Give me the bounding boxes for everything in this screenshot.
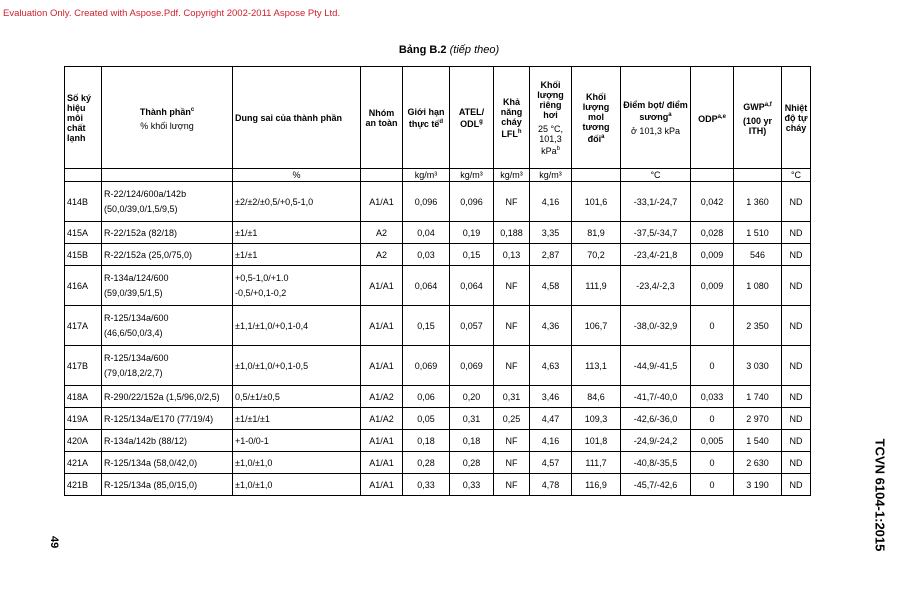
header-practical-limit: Giới hạn thực tế$^d$ <box>403 67 450 169</box>
cell-code: 418A <box>65 386 102 408</box>
table-row <box>65 244 811 266</box>
refrigerant-table <box>64 66 811 496</box>
table-row <box>65 474 811 496</box>
cell-tolerance <box>233 306 361 346</box>
cell-composition <box>102 452 233 474</box>
cell-atel: 0,28 <box>450 452 494 474</box>
unit-cell: °C <box>782 169 811 182</box>
cell-atel: 0,069 <box>450 346 494 386</box>
cell-line: R-125/134a (58,0/42,0) <box>104 457 198 468</box>
cell-bubble-dew: -41,7/-40,0 <box>621 386 691 408</box>
cell-practical-limit: 0,06 <box>403 386 450 408</box>
cell-gwp: 546 <box>734 244 782 266</box>
cell-code: 415B <box>65 244 102 266</box>
cell-code: 419A <box>65 408 102 430</box>
cell-bubble-dew: -42,6/-36,0 <box>621 408 691 430</box>
cell-composition <box>102 182 233 222</box>
cell-composition <box>102 474 233 496</box>
cell-safety-group: A2 <box>361 222 403 244</box>
cell-safety-group: A1/A1 <box>361 182 403 222</box>
cell-line: R-125/134a (85,0/15,0) <box>104 479 198 490</box>
header-molar-mass: Khối lượng mol tương đối$^a$ <box>572 67 621 169</box>
header-atel: ATEL/ ODL$^g$ <box>450 67 494 169</box>
cell-autoignition: ND <box>782 346 811 386</box>
cell-composition <box>102 306 233 346</box>
header-bubble-dew: Điểm bọt/ điểm sương$^a$ ở 101,3 kPa <box>621 67 691 169</box>
cell-vapor-density: 4,36 <box>530 306 572 346</box>
cell-composition <box>102 408 233 430</box>
cell-tolerance <box>233 452 361 474</box>
cell-molar-mass: 101,8 <box>572 430 621 452</box>
cell-atel: 0,096 <box>450 182 494 222</box>
cell-lfl: 0,188 <box>494 222 530 244</box>
cell-practical-limit: 0,03 <box>403 244 450 266</box>
cell-line: ±1,1/±1,0/+0,1-0,4 <box>235 320 309 331</box>
page-number: 49 <box>48 536 60 549</box>
unit-cell <box>361 169 403 182</box>
cell-bubble-dew: -24,9/-24,2 <box>621 430 691 452</box>
cell-bubble-dew: -23,4/-2,3 <box>621 266 691 306</box>
cell-bubble-dew: -44,9/-41,5 <box>621 346 691 386</box>
cell-atel: 0,064 <box>450 266 494 306</box>
unit-cell <box>102 169 233 182</box>
cell-autoignition: ND <box>782 222 811 244</box>
cell-code: 421A <box>65 452 102 474</box>
cell-odp: 0 <box>691 452 734 474</box>
cell-code: 416A <box>65 266 102 306</box>
cell-autoignition: ND <box>782 386 811 408</box>
cell-line: R-22/152a (82/18) <box>104 227 178 238</box>
cell-composition <box>102 386 233 408</box>
cell-vapor-density: 3,35 <box>530 222 572 244</box>
cell-gwp: 1 360 <box>734 182 782 222</box>
cell-tolerance <box>233 244 361 266</box>
cell-safety-group: A1/A1 <box>361 452 403 474</box>
cell-odp: 0,028 <box>691 222 734 244</box>
caption-subtitle: (tiếp theo) <box>449 44 500 56</box>
unit-cell <box>691 169 734 182</box>
table-row <box>65 386 811 408</box>
cell-gwp: 3 190 <box>734 474 782 496</box>
cell-gwp: 1 740 <box>734 386 782 408</box>
cell-gwp: 1 510 <box>734 222 782 244</box>
cell-line: R-290/22/152a (1,5/96,0/2,5) <box>104 391 220 402</box>
cell-autoignition: ND <box>782 244 811 266</box>
cell-tolerance <box>233 430 361 452</box>
cell-gwp: 1 080 <box>734 266 782 306</box>
unit-cell: kg/m³ <box>450 169 494 182</box>
cell-odp: 0,009 <box>691 266 734 306</box>
watermark-text: Evaluation Only. Created with Aspose.Pdf. Copyright 2002-2011 Aspose Pty Ltd. <box>3 8 341 19</box>
unit-cell <box>65 169 102 182</box>
cell-line: R-134a/142b (88/12) <box>104 435 188 446</box>
cell-line: +0,5-1,0/+1.0 <box>235 273 289 283</box>
cell-safety-group: A1/A2 <box>361 386 403 408</box>
cell-practical-limit: 0,05 <box>403 408 450 430</box>
cell-composition <box>102 244 233 266</box>
cell-vapor-density: 4,58 <box>530 266 572 306</box>
table-row <box>65 408 811 430</box>
cell-safety-group: A2 <box>361 244 403 266</box>
cell-vapor-density: 4,78 <box>530 474 572 496</box>
cell-safety-group: A1/A1 <box>361 266 403 306</box>
table-row <box>65 266 811 306</box>
header-tolerance: Dung sai của thành phần <box>233 67 361 169</box>
cell-line: R-125/134a/600 <box>104 353 169 363</box>
cell-odp: 0 <box>691 306 734 346</box>
cell-tolerance <box>233 386 361 408</box>
cell-line: R-22/152a (25,0/75,0) <box>104 249 193 260</box>
cell-gwp: 3 030 <box>734 346 782 386</box>
cell-code: 421B <box>65 474 102 496</box>
document-id: TCVN 6104-1:2015 <box>872 438 888 552</box>
cell-tolerance <box>233 222 361 244</box>
header-composition: Thành phần$^c$ % khối lượng <box>102 67 233 169</box>
cell-practical-limit: 0,28 <box>403 452 450 474</box>
cell-molar-mass: 70,2 <box>572 244 621 266</box>
cell-lfl: NF <box>494 452 530 474</box>
cell-molar-mass: 113,1 <box>572 346 621 386</box>
cell-line: ±1/±1 <box>235 249 258 260</box>
cell-tolerance <box>233 346 361 386</box>
cell-molar-mass: 81,9 <box>572 222 621 244</box>
cell-gwp: 2 970 <box>734 408 782 430</box>
cell-vapor-density: 3,46 <box>530 386 572 408</box>
cell-odp: 0,005 <box>691 430 734 452</box>
cell-line-2: (50,0/39,0/1,5/9,5) <box>104 204 178 214</box>
header-gwp: GWP$^{a,f}$ (100 yr ITH) <box>734 67 782 169</box>
cell-line: R-125/134a/E170 (77/19/4) <box>104 413 214 424</box>
cell-autoignition: ND <box>782 408 811 430</box>
header-lfl: Khả năng cháy LFL$^h$ <box>494 67 530 169</box>
cell-code: 417B <box>65 346 102 386</box>
cell-code: 415A <box>65 222 102 244</box>
cell-autoignition: ND <box>782 474 811 496</box>
cell-line: ±1/±1 <box>235 227 258 238</box>
cell-odp: 0,042 <box>691 182 734 222</box>
unit-cell: °C <box>621 169 691 182</box>
unit-cell: kg/m³ <box>494 169 530 182</box>
cell-vapor-density: 2,87 <box>530 244 572 266</box>
cell-line: 0,5/±1/±0,5 <box>235 391 280 402</box>
cell-line: R-125/134a/600 <box>104 313 169 323</box>
cell-safety-group: A1/A1 <box>361 474 403 496</box>
cell-gwp: 2 350 <box>734 306 782 346</box>
cell-atel: 0,19 <box>450 222 494 244</box>
cell-molar-mass: 109,3 <box>572 408 621 430</box>
table-body <box>65 182 811 496</box>
cell-safety-group: A1/A1 <box>361 346 403 386</box>
cell-autoignition: ND <box>782 182 811 222</box>
cell-molar-mass: 116,9 <box>572 474 621 496</box>
cell-practical-limit: 0,069 <box>403 346 450 386</box>
cell-composition <box>102 222 233 244</box>
cell-practical-limit: 0,096 <box>403 182 450 222</box>
cell-lfl: NF <box>494 430 530 452</box>
cell-vapor-density: 4,57 <box>530 452 572 474</box>
cell-composition <box>102 430 233 452</box>
cell-lfl: NF <box>494 266 530 306</box>
cell-molar-mass: 84,6 <box>572 386 621 408</box>
units-row <box>65 169 811 182</box>
cell-autoignition: ND <box>782 430 811 452</box>
cell-line: R-22/124/600a/142b <box>104 189 187 199</box>
cell-bubble-dew: -40,8/-35,5 <box>621 452 691 474</box>
cell-safety-group: A1/A1 <box>361 430 403 452</box>
header-odp: ODP$^{a,e}$ <box>691 67 734 169</box>
cell-composition <box>102 346 233 386</box>
cell-practical-limit: 0,18 <box>403 430 450 452</box>
unit-cell: kg/m³ <box>530 169 572 182</box>
cell-atel: 0,057 <box>450 306 494 346</box>
cell-vapor-density: 4,47 <box>530 408 572 430</box>
unit-cell: kg/m³ <box>403 169 450 182</box>
cell-odp: 0 <box>691 346 734 386</box>
cell-line-2: (79,0/18,2/2,7) <box>104 368 163 378</box>
cell-bubble-dew: -38,0/-32,9 <box>621 306 691 346</box>
table-caption <box>0 44 898 56</box>
cell-gwp: 2 630 <box>734 452 782 474</box>
cell-tolerance <box>233 408 361 430</box>
cell-autoignition: ND <box>782 452 811 474</box>
table-row <box>65 346 811 386</box>
cell-odp: 0,009 <box>691 244 734 266</box>
cell-atel: 0,18 <box>450 430 494 452</box>
cell-lfl: 0,25 <box>494 408 530 430</box>
cell-atel: 0,15 <box>450 244 494 266</box>
cell-code: 414B <box>65 182 102 222</box>
unit-cell <box>734 169 782 182</box>
cell-lfl: 0,31 <box>494 386 530 408</box>
cell-tolerance <box>233 182 361 222</box>
cell-vapor-density: 4,16 <box>530 182 572 222</box>
cell-code: 420A <box>65 430 102 452</box>
cell-line-2: -0,5/+0,1-0,2 <box>235 288 287 298</box>
cell-practical-limit: 0,15 <box>403 306 450 346</box>
cell-line: ±1,0/±1,0 <box>235 479 273 490</box>
cell-line: ±2/±2/±0,5/+0,5-1,0 <box>235 196 314 207</box>
cell-vapor-density: 4,16 <box>530 430 572 452</box>
cell-vapor-density: 4,63 <box>530 346 572 386</box>
header-autoignition: Nhiệt độ tự cháy <box>782 67 811 169</box>
cell-practical-limit: 0,33 <box>403 474 450 496</box>
cell-bubble-dew: -23,4/-21,8 <box>621 244 691 266</box>
cell-composition <box>102 266 233 306</box>
cell-line: +1-0/0-1 <box>235 435 269 446</box>
cell-bubble-dew: -33,1/-24,7 <box>621 182 691 222</box>
cell-tolerance <box>233 266 361 306</box>
header-safety: Nhóm an toàn <box>361 67 403 169</box>
cell-practical-limit: 0,04 <box>403 222 450 244</box>
cell-bubble-dew: -45,7/-42,6 <box>621 474 691 496</box>
cell-atel: 0,20 <box>450 386 494 408</box>
cell-line: ±1,0/±1,0 <box>235 457 273 468</box>
cell-molar-mass: 111,9 <box>572 266 621 306</box>
cell-autoignition: ND <box>782 306 811 346</box>
cell-molar-mass: 101,6 <box>572 182 621 222</box>
cell-molar-mass: 111,7 <box>572 452 621 474</box>
unit-cell <box>572 169 621 182</box>
header-code: Số ký hiệu môi chất lạnh <box>65 67 102 169</box>
table-row <box>65 182 811 222</box>
table-row <box>65 222 811 244</box>
cell-line: R-134a/124/600 <box>104 273 169 283</box>
table-row <box>65 306 811 346</box>
cell-line: ±1,0/±1,0/+0,1-0,5 <box>235 360 309 371</box>
cell-line: ±1/±1/±1 <box>235 413 270 424</box>
cell-lfl: NF <box>494 182 530 222</box>
cell-autoignition: ND <box>782 266 811 306</box>
cell-odp: 0 <box>691 474 734 496</box>
cell-lfl: NF <box>494 306 530 346</box>
cell-lfl: NF <box>494 474 530 496</box>
cell-atel: 0,33 <box>450 474 494 496</box>
cell-molar-mass: 106,7 <box>572 306 621 346</box>
cell-lfl: 0,13 <box>494 244 530 266</box>
cell-odp: 0 <box>691 408 734 430</box>
cell-code: 417A <box>65 306 102 346</box>
cell-bubble-dew: -37,5/-34,7 <box>621 222 691 244</box>
cell-practical-limit: 0,064 <box>403 266 450 306</box>
cell-gwp: 1 540 <box>734 430 782 452</box>
cell-line-2: (59,0/39,5/1,5) <box>104 288 163 298</box>
unit-cell: % <box>233 169 361 182</box>
cell-odp: 0,033 <box>691 386 734 408</box>
table-row <box>65 452 811 474</box>
cell-lfl: NF <box>494 346 530 386</box>
cell-safety-group: A1/A1 <box>361 306 403 346</box>
cell-tolerance <box>233 474 361 496</box>
table-row <box>65 430 811 452</box>
cell-line-2: (46,6/50,0/3,4) <box>104 328 163 338</box>
header-vapor-density: Khối lượng riêng hơi 25 °C, 101,3 kPa$^b$ <box>530 67 572 169</box>
cell-atel: 0,31 <box>450 408 494 430</box>
cell-safety-group: A1/A2 <box>361 408 403 430</box>
caption-title: Bảng B.2 <box>398 44 447 56</box>
